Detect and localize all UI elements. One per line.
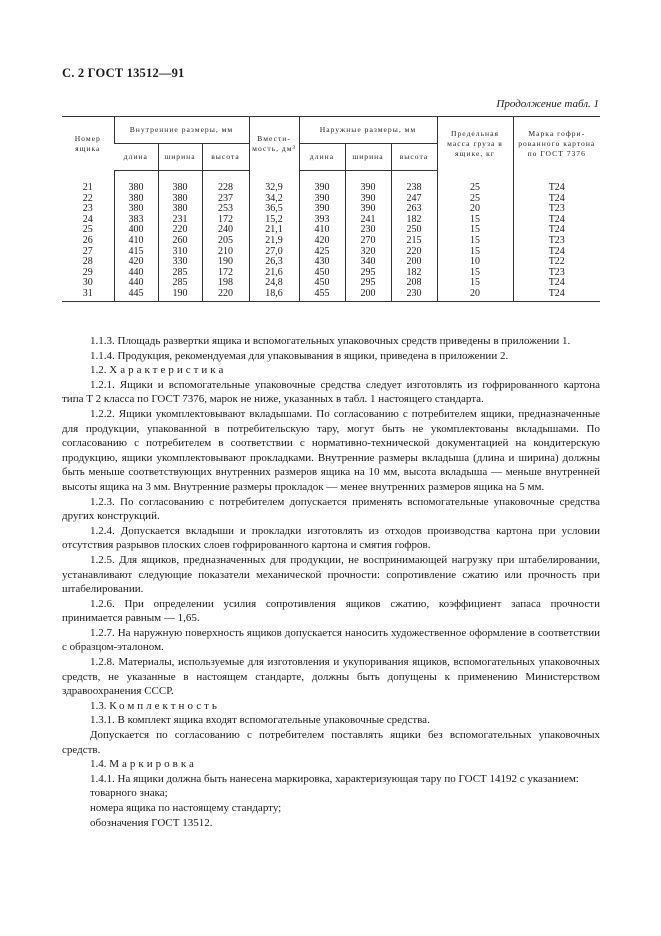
table-cell: 450	[299, 268, 345, 279]
table-cell: 205	[202, 236, 249, 247]
table-cell: 29	[82, 266, 93, 278]
table-cell: 25	[437, 183, 513, 194]
header-cardboard-grade: Марка гофри-рованного картона по ГОСТ 7376	[513, 117, 600, 171]
table-cell: 18,6	[249, 289, 299, 301]
table-cell: 383	[114, 215, 158, 226]
table-cell: 15	[437, 247, 513, 258]
table-cell: 20	[437, 204, 513, 215]
table-cell: 445	[114, 289, 158, 301]
table-cell: 190	[202, 257, 249, 268]
table-body	[62, 171, 600, 302]
section-title: Комплектность	[109, 699, 220, 712]
header-inner-height: высота	[202, 144, 249, 171]
dimensions-table	[62, 116, 600, 302]
table-cell: 295	[345, 268, 391, 279]
table-cell: 390	[345, 194, 391, 205]
table-cell: 172	[202, 215, 249, 226]
table-cell: 380	[114, 194, 158, 205]
table-cell: 380	[114, 183, 158, 194]
table-cell: 20	[437, 289, 513, 301]
table-cell: 15	[437, 236, 513, 247]
paragraph-1-4-1: 1.4.1. На ящики должна быть нанесена маркировка, характеризующая тару по ГОСТ 14192 с указанием:	[90, 772, 579, 785]
table-cell: 30	[82, 277, 93, 289]
table-cell: 420	[299, 236, 345, 247]
header-outer-dimensions: Наружные размеры, мм	[299, 117, 437, 144]
table-cell: 220	[202, 289, 249, 301]
header-inner-dimensions: Внутренние размеры, мм	[114, 117, 249, 144]
document-body	[62, 334, 600, 830]
table-cell: 220	[391, 247, 437, 258]
table-cell: 23	[82, 203, 93, 215]
table-cell: 440	[114, 268, 158, 279]
table-row	[62, 236, 600, 247]
table-cell: 15,2	[249, 215, 299, 226]
table-cell: 270	[345, 236, 391, 247]
table-cell: 25	[437, 194, 513, 205]
table-cell: 210	[202, 247, 249, 258]
table-cell: 425	[299, 247, 345, 258]
table-cell: 22	[82, 192, 93, 204]
table-cell: 21,1	[249, 225, 299, 236]
table-cell: 420	[114, 257, 158, 268]
table-cell: 380	[158, 204, 202, 215]
header-max-mass: Предельная масса груза в ящике, кг	[437, 117, 513, 171]
paragraph-1-1-4: 1.1.4. Продукция, рекомендуемая для упаковывания в ящики, приведена в приложении 2.	[90, 349, 509, 362]
table-cell: 285	[158, 278, 202, 289]
table-cell: 390	[299, 194, 345, 205]
table-cell: 455	[299, 289, 345, 301]
table-cell: 26,3	[249, 257, 299, 268]
paragraph-1-1-3: 1.1.3. Площадь развертки ящика и вспомогательных упаковочных средств приведены в приложении 1.	[90, 335, 571, 347]
section-number: 1.4.	[90, 758, 107, 771]
table-cell: 250	[391, 225, 437, 236]
table-cell: 190	[158, 289, 202, 301]
table-cell: 15	[437, 225, 513, 236]
table-cell: 390	[345, 204, 391, 215]
table-cell: 440	[114, 278, 158, 289]
header-inner-length: длина	[114, 144, 158, 171]
table-cell: 390	[345, 183, 391, 194]
table-cell: 237	[202, 194, 249, 205]
table-cell: 340	[345, 257, 391, 268]
table-continuation-label: Продолжение табл. 1	[496, 98, 599, 110]
header-outer-length: длина	[299, 144, 345, 171]
section-heading-1-4	[62, 757, 600, 772]
table-cell: 198	[202, 278, 249, 289]
table-cell: 31	[62, 289, 114, 301]
table-cell: 241	[345, 215, 391, 226]
section-number: 1.2.	[90, 364, 107, 377]
marking-list-item: номера ящика по настоящему стандарту;	[90, 802, 282, 814]
section-title: Характеристика	[109, 364, 227, 377]
table-cell: 208	[391, 278, 437, 289]
table-cell: 285	[158, 268, 202, 279]
table-cell: 450	[299, 278, 345, 289]
table-cell: 182	[391, 215, 437, 226]
table-cell: 24,8	[249, 278, 299, 289]
table-cell: 34,2	[249, 194, 299, 205]
table-cell: 253	[202, 204, 249, 215]
header-box-number: Номер ящика	[62, 117, 114, 171]
header-outer-width: ширина	[345, 144, 391, 171]
table-cell: 295	[345, 278, 391, 289]
table-cell: 26	[82, 234, 93, 246]
table-cell: 410	[114, 236, 158, 247]
table-cell: Т23	[513, 204, 600, 215]
paragraph-1-3-1: 1.3.1. В комплект ящика входят вспомогательные упаковочные средства.	[90, 714, 430, 727]
paragraph-1-2-1: 1.2.1. Ящики и вспомогательные упаковочные средства следует изготовлять из гофрированного картона типа Т 2 класса по ГОСТ 7376, марок не ниже, указанных в табл. 1 настоящего стандарта.	[62, 378, 600, 406]
table-cell: 28	[82, 256, 93, 268]
table-cell: 215	[391, 236, 437, 247]
table-cell: 21,9	[249, 236, 299, 247]
table-row	[62, 289, 600, 301]
header-outer-height: высота	[391, 144, 437, 171]
table-cell: 10	[437, 257, 513, 268]
table-cell: 230	[391, 289, 437, 301]
table-cell: Т22	[513, 257, 600, 268]
table-cell: Т24	[513, 289, 600, 301]
table-cell: 390	[299, 183, 345, 194]
paragraph-1-2-6: 1.2.6. При определении усилия сопротивления ящиков сжатию, коэффициент запаса прочности принимается равным — 1,65.	[62, 597, 600, 625]
header-capacity: Вмести-мость, дм³	[249, 117, 299, 171]
marking-list-item: товарного знака;	[90, 787, 168, 800]
table-cell: 200	[345, 289, 391, 301]
table-cell: 238	[391, 183, 437, 194]
table-cell: Т24	[513, 278, 600, 289]
table-cell: 24	[82, 213, 93, 225]
table-cell: 380	[114, 204, 158, 215]
table-cell: 15	[437, 215, 513, 226]
table-cell: 410	[299, 225, 345, 236]
table-cell: 15	[437, 278, 513, 289]
table-cell: 27,0	[249, 247, 299, 258]
table-cell: 260	[158, 236, 202, 247]
table-cell: 15	[437, 268, 513, 279]
table-cell: 240	[202, 225, 249, 236]
table-cell: 393	[299, 215, 345, 226]
paragraph-1-2-3: 1.2.3. По согласованию с потребителем допускается применять вспомогательные упаковочные средства других конструкций.	[62, 495, 600, 523]
paragraph-1-2-5: 1.2.5. Для ящиков, предназначенных для продукции, не воспринимающей нагрузку при штабелировании, устанавливают следующие показатели механической прочности: сопротивление сжатию или прочность при штабелировании.	[62, 553, 600, 596]
table-cell: Т24	[513, 194, 600, 205]
table-cell: 172	[202, 268, 249, 279]
paragraph-1-2-4: 1.2.4. Допускается вкладыши и прокладки изготовлять из отходов производства картона при условии отсутствия разрывов плоских слоев гофрированного картона и смятия гофров.	[62, 524, 600, 552]
section-heading-1-3	[62, 699, 600, 714]
section-title: Маркировка	[109, 758, 197, 771]
paragraph-1-2-2: 1.2.2. Ящики укомплектовывают вкладышами. По согласованию с потребителем ящики, предназначенные для продукции, упакованной в потребительскую тару, могут быть не укомплектованы вкладышами. По согласованию с потребителем в соответствии с нормативно-технической документацией на кондитерскую продукцию, ящики укомплектовывают прокладками. Внутренние размеры вкладыша (длина и ширина) должны быть меньше соответствующих внутренних размеров ящика на 10 мм, высота вкладыша — меньше внутренней высоты ящика на 3 мм. Внутренние размеры прокладок — менее внутренних размеров ящика на 5 мм.	[62, 407, 600, 493]
page-header: С. 2 ГОСТ 13512—91	[62, 66, 185, 80]
paragraph-1-3-1-note: Допускается по согласованию с потребителем поставлять ящики без вспомогательных упаковочных средств.	[62, 729, 600, 756]
table-row	[62, 183, 600, 194]
table-cell: Т24	[513, 247, 600, 258]
table-cell: 310	[158, 247, 202, 258]
header-inner-width: ширина	[158, 144, 202, 171]
table-cell: 247	[391, 194, 437, 205]
paragraph-1-2-7: 1.2.7. На наружную поверхность ящиков допускается наносить художественное оформление в соответствии с образцом-эталоном.	[62, 626, 600, 654]
table-cell: Т23	[513, 268, 600, 279]
table-cell: 36,5	[249, 204, 299, 215]
table-cell: 25	[82, 224, 93, 236]
table-cell: 430	[299, 257, 345, 268]
table-cell: 330	[158, 257, 202, 268]
paragraph-1-2-8: 1.2.8. Материалы, используемые для изготовления и укупоривания ящиков, вспомогательных упаковочных средств, не указанные в настоящем стандарте, должны быть допущены к применению Министерством здравоохранения СССР.	[62, 656, 600, 698]
table-cell: 220	[158, 225, 202, 236]
section-number: 1.3.	[90, 699, 107, 712]
table-cell: 21,6	[249, 268, 299, 279]
table-cell: 182	[391, 268, 437, 279]
table-cell: 390	[299, 204, 345, 215]
table-cell: 32,9	[249, 183, 299, 194]
table-cell: 380	[158, 194, 202, 205]
table-cell: Т24	[513, 183, 600, 194]
table-cell: 415	[114, 247, 158, 258]
table-cell: 228	[202, 183, 249, 194]
section-heading-1-2	[62, 363, 600, 378]
table-cell: 380	[158, 183, 202, 194]
table-cell: Т23	[513, 236, 600, 247]
marking-list-item: обозначения ГОСТ 13512.	[90, 816, 213, 829]
table-cell: 27	[82, 245, 93, 257]
table-cell: 400	[114, 225, 158, 236]
table-cell: 21	[82, 182, 93, 193]
table-cell: 320	[345, 247, 391, 258]
table-cell: Т24	[513, 215, 600, 226]
table-cell: Т24	[513, 225, 600, 236]
table-cell: 230	[345, 225, 391, 236]
table-cell: 231	[158, 215, 202, 226]
table-cell: 200	[391, 257, 437, 268]
table-cell: 263	[391, 204, 437, 215]
